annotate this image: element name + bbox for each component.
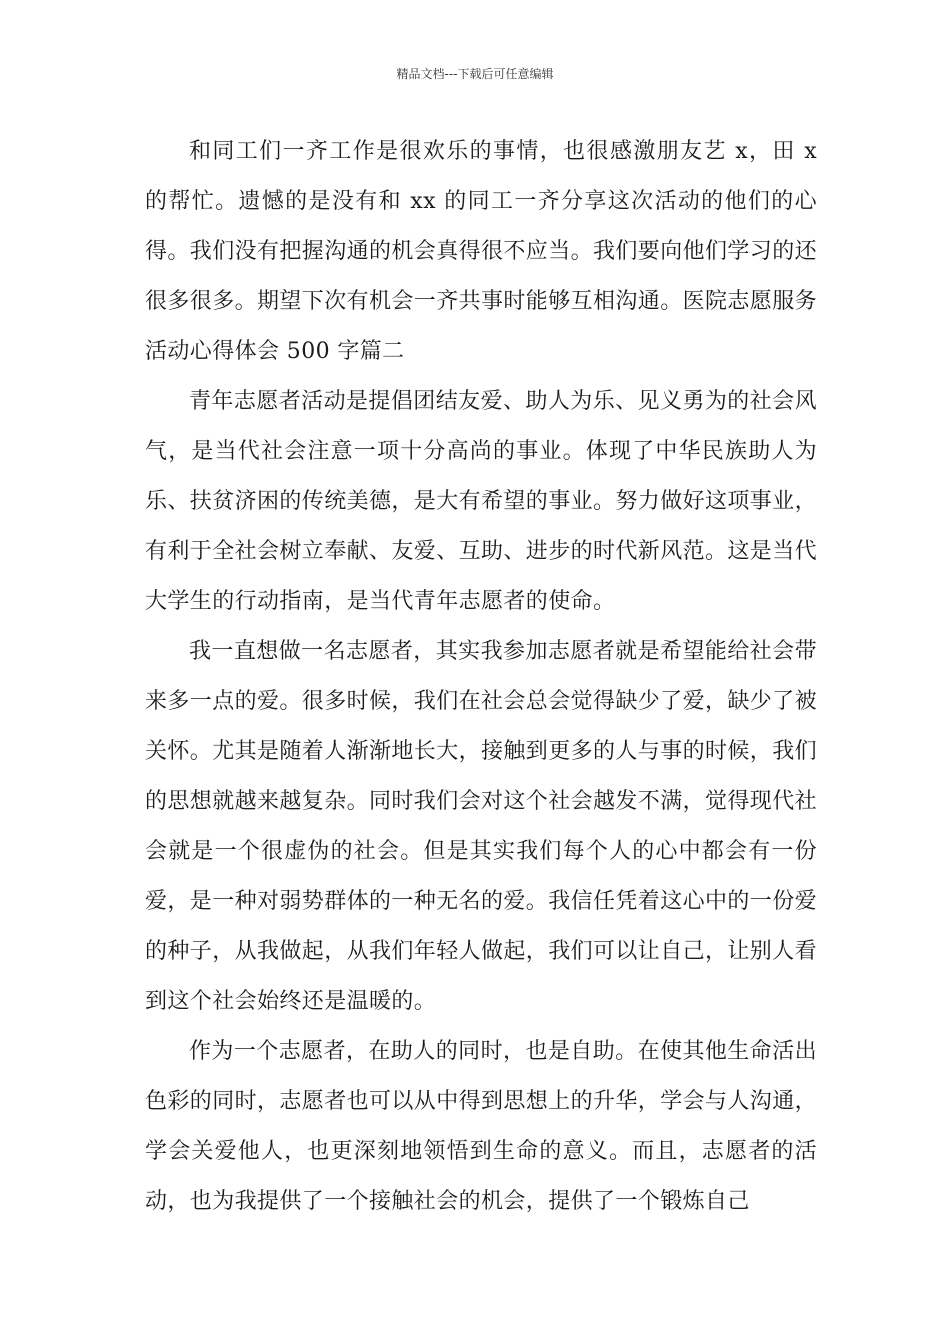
paragraph-3: 我一直想做一名志愿者，其实我参加志愿者就是希望能给社会带来多一点的爱。很多时候，我们在社会总会觉得缺少了爱，缺少了被关怀。尤其是随着人渐渐地长大，接触到更多的人与事的时候，我们的思想就越来越复杂。同时我们会对这个社会越发不满，觉得现代社会就是一个很虚伪的社会。但是其实我们每个人的心中都会有一份爱，是一种对弱势群体的一种无名的爱。我信任凭着这心中的一份爱的种子，从我做起，从我们年轻人做起，我们可以让自己，让别人看到这个社会始终还是温暖的。 — [145, 639, 818, 1014]
paragraph-1: 和同工们一齐工作是很欢乐的事情，也很感激朋友艺 x，田 x 的帮忙。遗憾的是没有和 xx 的同工一齐分享这次活动的他们的心得。我们没有把握沟通的机会真得很不应当。我们要向他们学习的还很多很多。期望下次有机会一齐共事时能够互相沟通。医院志愿服务活动心得体会 500 字篇二 — [145, 139, 818, 364]
paragraph-2: 青年志愿者活动是提倡团结友爱、助人为乐、见义勇为的社会风气，是当代社会注意一项十分高尚的事业。体现了中华民族助人为乐、扶贫济困的传统美德，是大有希望的事业。努力做好这项事业，有利于全社会树立奉献、友爱、互助、进步的时代新风范。这是当代大学生的行动指南，是当代青年志愿者的使命。 — [145, 389, 818, 614]
paragraph-4: 作为一个志愿者，在助人的同时，也是自助。在使其他生命活出色彩的同时，志愿者也可以从中得到思想上的升华，学会与人沟通，学会关爱他人，也更深刻地领悟到生命的意义。而且，志愿者的活动，也为我提供了一个接触社会的机会，提供了一个锻炼自己 — [145, 1039, 818, 1214]
document-body — [145, 127, 817, 1227]
page-header: 精品文档---下载后可任意编辑 — [396, 67, 554, 81]
